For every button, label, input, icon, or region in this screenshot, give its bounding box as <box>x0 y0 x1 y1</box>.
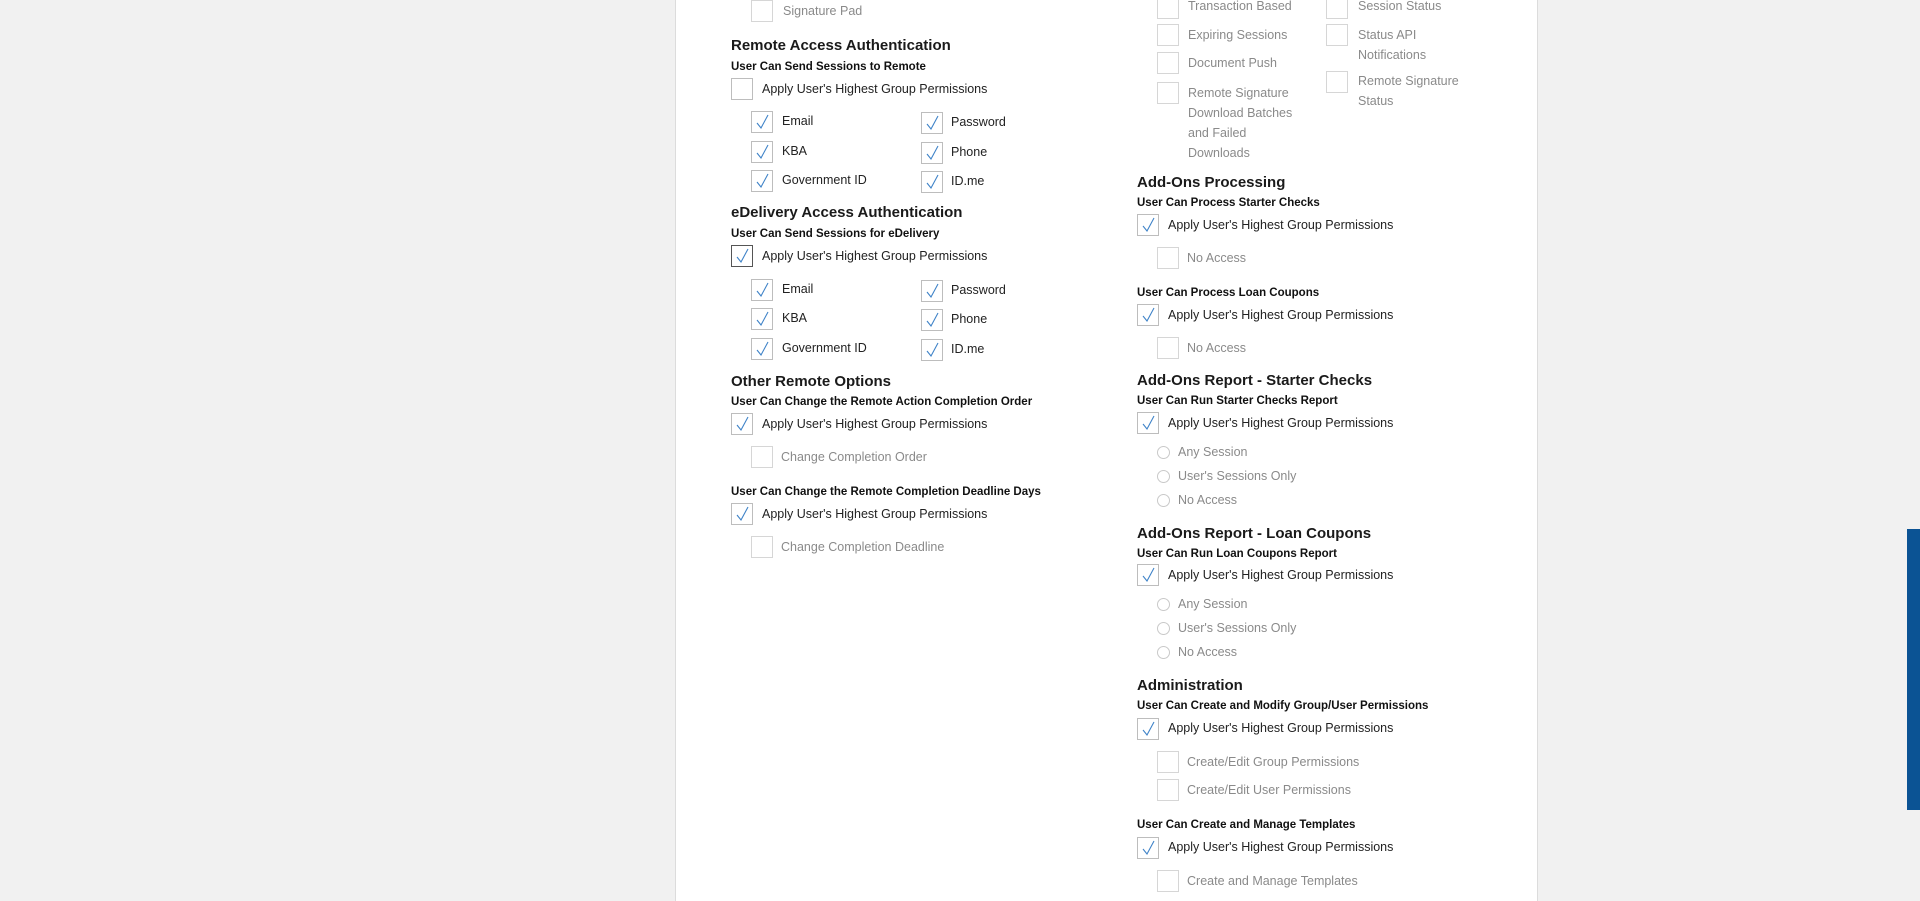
checkmark-icon <box>1141 217 1156 233</box>
remote-government-id-label: Government ID <box>782 173 867 187</box>
edelivery-password-label: Password <box>951 283 1006 297</box>
report-loan-any-session-radio[interactable] <box>1157 598 1170 611</box>
checkmark-icon <box>925 174 940 190</box>
remote-password-checkbox[interactable] <box>921 112 943 134</box>
edelivery-subtitle: User Can Send Sessions for eDelivery <box>731 228 940 240</box>
remote-access-title: Remote Access Authentication <box>731 37 951 54</box>
report-starter-apply-checkbox[interactable] <box>1137 412 1159 434</box>
transaction-based-label: Transaction Based <box>1188 0 1292 13</box>
checkmark-icon <box>735 506 750 522</box>
remote-idme-checkbox[interactable] <box>921 171 943 193</box>
manage-templates-apply-label: Apply User's Highest Group Permissions <box>1168 840 1394 854</box>
signature-pad-label: Signature Pad <box>783 4 863 18</box>
edelivery-password-checkbox[interactable] <box>921 280 943 302</box>
admin-permissions-apply-label: Apply User's Highest Group Permissions <box>1168 721 1394 735</box>
report-loan-users-sessions-radio[interactable] <box>1157 622 1170 635</box>
checkmark-icon <box>1141 840 1156 856</box>
admin-permissions-apply-checkbox[interactable] <box>1137 718 1159 740</box>
change-completion-deadline-checkbox[interactable] <box>751 536 773 558</box>
edelivery-kba-label: KBA <box>782 311 808 325</box>
edelivery-government-id-checkbox[interactable] <box>751 338 773 360</box>
remote-signature-download-label: Remote Signature Download Batches and Failed Downloads <box>1188 86 1293 160</box>
edelivery-title: eDelivery Access Authentication <box>731 204 963 221</box>
report-starter-title: Add-Ons Report - Starter Checks <box>1137 372 1373 389</box>
edelivery-phone-checkbox[interactable] <box>921 309 943 331</box>
create-manage-templates-label: Create and Manage Templates <box>1187 874 1358 888</box>
report-starter-users-sessions-radio[interactable] <box>1157 470 1170 483</box>
checkmark-icon <box>735 248 750 264</box>
checkmark-icon <box>1141 567 1156 583</box>
report-starter-apply-label: Apply User's Highest Group Permissions <box>1168 416 1394 430</box>
other-remote-title: Other Remote Options <box>731 373 892 390</box>
session-status-checkbox[interactable] <box>1326 0 1348 19</box>
edelivery-email-checkbox[interactable] <box>751 279 773 301</box>
edelivery-apply-checkbox[interactable] <box>731 245 753 267</box>
other-remote-sub2: User Can Change the Remote Completion Deadline Days <box>731 486 1041 498</box>
status-api-checkbox[interactable] <box>1326 24 1348 46</box>
remote-access-apply-label: Apply User's Highest Group Permissions <box>762 82 988 96</box>
checkmark-icon <box>925 283 940 299</box>
report-loan-apply-checkbox[interactable] <box>1137 564 1159 586</box>
expiring-sessions-checkbox[interactable] <box>1157 24 1179 46</box>
report-loan-apply-label: Apply User's Highest Group Permissions <box>1168 568 1394 582</box>
report-starter-users-sessions-label: User's Sessions Only <box>1178 469 1297 483</box>
checkmark-icon <box>755 144 770 160</box>
remote-government-id-checkbox[interactable] <box>751 170 773 192</box>
edit-user-permissions-label: Create/Edit User Permissions <box>1187 783 1351 797</box>
report-loan-sub: User Can Run Loan Coupons Report <box>1137 548 1337 560</box>
checkmark-icon <box>1141 721 1156 737</box>
scrollbar-thumb[interactable] <box>1907 529 1920 810</box>
report-starter-no-access-radio[interactable] <box>1157 494 1170 507</box>
completion-order-apply-label: Apply User's Highest Group Permissions <box>762 417 988 431</box>
checkmark-icon <box>755 311 770 327</box>
edit-group-permissions-checkbox[interactable] <box>1157 751 1179 773</box>
remote-idme-label: ID.me <box>951 174 985 188</box>
report-loan-users-sessions-label: User's Sessions Only <box>1178 621 1297 635</box>
remote-access-subtitle: User Can Send Sessions to Remote <box>731 61 926 73</box>
checkmark-icon <box>755 114 770 130</box>
document-push-label: Document Push <box>1188 56 1277 70</box>
remote-signature-status-label: Remote Signature Status <box>1358 74 1459 108</box>
starter-checks-no-access-checkbox[interactable] <box>1157 247 1179 269</box>
addons-processing-sub2: User Can Process Loan Coupons <box>1137 287 1320 299</box>
starter-checks-apply-checkbox[interactable] <box>1137 214 1159 236</box>
report-loan-no-access-radio[interactable] <box>1157 646 1170 659</box>
checkmark-icon <box>735 416 750 432</box>
edelivery-idme-checkbox[interactable] <box>921 339 943 361</box>
checkmark-icon <box>1141 307 1156 323</box>
other-remote-sub1: User Can Change the Remote Action Completion Order <box>731 396 1033 408</box>
edelivery-apply-label: Apply User's Highest Group Permissions <box>762 249 988 263</box>
report-starter-any-session-label: Any Session <box>1178 445 1248 459</box>
change-completion-order-label: Change Completion Order <box>781 450 927 464</box>
loan-coupons-no-access-checkbox[interactable] <box>1157 337 1179 359</box>
addons-processing-sub1: User Can Process Starter Checks <box>1137 197 1320 209</box>
manage-templates-apply-checkbox[interactable] <box>1137 837 1159 859</box>
completion-order-apply-checkbox[interactable] <box>731 413 753 435</box>
change-completion-deadline-label: Change Completion Deadline <box>781 540 945 554</box>
edelivery-email-label: Email <box>782 282 814 296</box>
administration-sub2: User Can Create and Manage Templates <box>1137 819 1356 831</box>
report-loan-title: Add-Ons Report - Loan Coupons <box>1137 525 1372 542</box>
report-starter-sub: User Can Run Starter Checks Report <box>1137 395 1338 407</box>
edit-user-permissions-checkbox[interactable] <box>1157 779 1179 801</box>
checkmark-icon <box>755 173 770 189</box>
status-api-label: Status API Notifications <box>1358 28 1427 62</box>
create-manage-templates-checkbox[interactable] <box>1157 870 1179 892</box>
loan-coupons-no-access-label: No Access <box>1187 341 1247 355</box>
remote-kba-label: KBA <box>782 144 808 158</box>
checkmark-icon <box>1141 415 1156 431</box>
remote-access-apply-checkbox[interactable] <box>731 78 753 100</box>
remote-signature-status-checkbox[interactable] <box>1326 71 1348 93</box>
checkmark-icon <box>925 145 940 161</box>
checkmark-icon <box>755 282 770 298</box>
edelivery-phone-label: Phone <box>951 312 988 326</box>
administration-sub1: User Can Create and Modify Group/User Permissions <box>1137 700 1429 712</box>
edit-group-permissions-label: Create/Edit Group Permissions <box>1187 755 1360 769</box>
session-status-label: Session Status <box>1358 0 1442 13</box>
loan-coupons-apply-label: Apply User's Highest Group Permissions <box>1168 308 1394 322</box>
administration-title: Administration <box>1137 677 1243 694</box>
remote-email-checkbox[interactable] <box>751 111 773 133</box>
remote-phone-label: Phone <box>951 145 988 159</box>
checkmark-icon <box>925 312 940 328</box>
edelivery-kba-checkbox[interactable] <box>751 308 773 330</box>
document-push-checkbox[interactable] <box>1157 52 1179 74</box>
signature-pad-checkbox[interactable] <box>751 0 773 22</box>
change-completion-order-checkbox[interactable] <box>751 446 773 468</box>
remote-phone-checkbox[interactable] <box>921 142 943 164</box>
addons-processing-title: Add-Ons Processing <box>1137 174 1286 191</box>
edelivery-idme-label: ID.me <box>951 342 985 356</box>
report-loan-no-access-label: No Access <box>1178 645 1238 659</box>
report-starter-no-access-label: No Access <box>1178 493 1238 507</box>
checkmark-icon <box>925 115 940 131</box>
starter-checks-apply-label: Apply User's Highest Group Permissions <box>1168 218 1394 232</box>
completion-deadline-apply-checkbox[interactable] <box>731 503 753 525</box>
loan-coupons-apply-checkbox[interactable] <box>1137 304 1159 326</box>
checkmark-icon <box>925 342 940 358</box>
report-starter-any-session-radio[interactable] <box>1157 446 1170 459</box>
remote-password-label: Password <box>951 115 1006 129</box>
report-loan-any-session-label: Any Session <box>1178 597 1248 611</box>
edelivery-government-id-label: Government ID <box>782 341 867 355</box>
expiring-sessions-label: Expiring Sessions <box>1188 28 1288 42</box>
remote-email-label: Email <box>782 114 814 128</box>
checkmark-icon <box>755 341 770 357</box>
remote-signature-download-checkbox[interactable] <box>1157 82 1179 104</box>
completion-deadline-apply-label: Apply User's Highest Group Permissions <box>762 507 988 521</box>
transaction-based-checkbox[interactable] <box>1157 0 1179 19</box>
starter-checks-no-access-label: No Access <box>1187 251 1247 265</box>
remote-kba-checkbox[interactable] <box>751 141 773 163</box>
